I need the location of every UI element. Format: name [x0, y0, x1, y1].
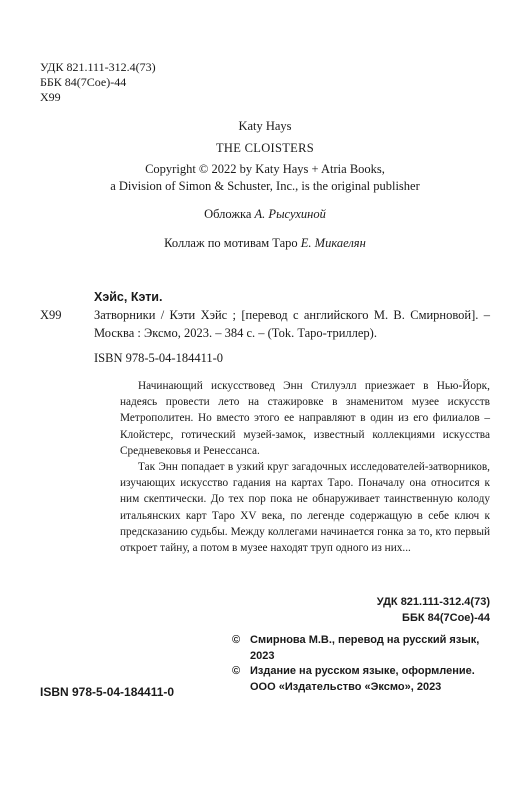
entry-description: Затворники / Кэти Хэйс ; [перевод с английского М. В. Смирновой]. – Москва : Эксмо, 2023. – 384 с. – (Tok. Таро-триллер). [94, 308, 490, 340]
classification-top [40, 60, 156, 105]
entry-code: Х99 [40, 308, 62, 322]
translation-copyright-text: Смирнова М.В., перевод на русский язык, 2023 [250, 634, 480, 662]
cover-artist: А. Рысухиной [254, 207, 326, 221]
collage-credit [40, 235, 490, 252]
copyright-line: Copyright © 2022 by Katy Hays + Atria Books, [145, 162, 385, 176]
original-copyright [40, 161, 490, 195]
isbn-bottom: ISBN 978-5-04-184411-0 [40, 685, 175, 699]
cover-label: Обложка [204, 207, 252, 221]
bbk-code: ББК 84(7Сое)-44 [40, 75, 127, 89]
annotation-paragraph: Начинающий искусствовед Энн Стилуэлл приезжает в Нью-Йорк, надеясь провести лето на стажировке в знаменитом музее искусств Метрополитен. Но вместо этого ее направляют в один из его филиалов – Клойстерс, готический музей-замок, известный коллекциями искусства Средневековья и Ренессанса. [120, 380, 490, 457]
udk-code: УДК 821.111-312.4(73) [376, 596, 490, 608]
copyright-icon: © [232, 634, 241, 646]
cover-credit [40, 206, 490, 223]
author-code: Х99 [40, 90, 61, 104]
entry-isbn: ISBN 978-5-04-184411-0 [94, 351, 224, 365]
copyright-icon: © [232, 665, 241, 677]
translation-copyright [232, 633, 494, 664]
edition-copyright [232, 664, 494, 695]
annotation-paragraph: Так Энн попадает в узкий круг загадочных исследователей-затворников, изучающих искусство гадания на картах Таро. Поначалу она относится к ним скептически. До тех пор пока не обнаруживает таинственную колоду итальянских карт Таро XV века, по легенде содержащую в себе ключ к предсказанию судьбы. Между коллегами начинается гонка за то, кто первый откроет тайну, а потом в музее находят труп одного из них... [120, 461, 490, 555]
catalog-entry [40, 288, 490, 367]
annotation [120, 378, 490, 556]
collage-label: Коллаж по мотивам Таро [164, 236, 298, 250]
entry-author: Хэйс, Кэти. [94, 290, 163, 304]
original-author: Katy Hays [238, 119, 292, 133]
original-title: THE CLOISTERS [216, 141, 314, 155]
bbk-code: ББК 84(7Сое)-44 [402, 612, 490, 624]
classification-bottom [377, 594, 490, 626]
udk-code: УДК 821.111-312.4(73) [40, 60, 156, 74]
collage-artist: Е. Микаелян [300, 236, 366, 250]
edition-copyright-text: Издание на русском языке, оформление. ООО «Издательство «Эксмо», 2023 [250, 665, 475, 693]
copyright-line: a Division of Simon & Schuster, Inc., is the original publisher [110, 179, 420, 193]
copyright-notes [232, 633, 494, 695]
entry-row [40, 306, 490, 342]
